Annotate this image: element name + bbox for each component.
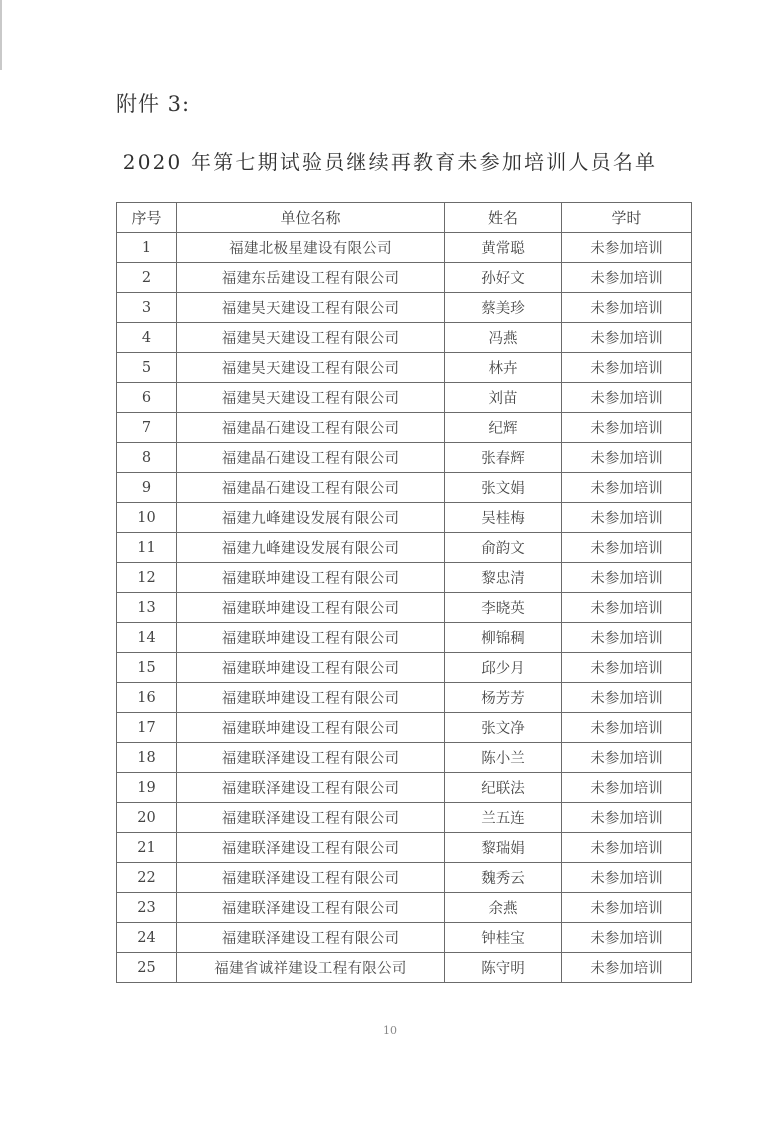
row-name: 邱少月 — [445, 653, 562, 683]
table-row — [117, 863, 692, 893]
table-row — [117, 353, 692, 383]
table-row — [117, 653, 692, 683]
row-name: 孙好文 — [445, 263, 562, 293]
row-seq: 19 — [117, 773, 177, 803]
header-seq: 序号 — [117, 203, 177, 233]
row-hours: 未参加培训 — [562, 323, 692, 353]
row-seq: 25 — [117, 953, 177, 983]
row-unit: 福建联泽建设工程有限公司 — [177, 773, 445, 803]
row-seq: 22 — [117, 863, 177, 893]
row-seq: 20 — [117, 803, 177, 833]
table-row — [117, 893, 692, 923]
row-name: 张文净 — [445, 713, 562, 743]
row-seq: 9 — [117, 473, 177, 503]
row-seq: 12 — [117, 563, 177, 593]
row-seq: 2 — [117, 263, 177, 293]
row-seq: 1 — [117, 233, 177, 263]
row-name: 俞韵文 — [445, 533, 562, 563]
row-name: 柳锦稠 — [445, 623, 562, 653]
row-seq: 21 — [117, 833, 177, 863]
row-hours: 未参加培训 — [562, 713, 692, 743]
row-seq: 4 — [117, 323, 177, 353]
row-hours: 未参加培训 — [562, 503, 692, 533]
row-hours: 未参加培训 — [562, 263, 692, 293]
row-name: 纪辉 — [445, 413, 562, 443]
row-unit: 福建东岳建设工程有限公司 — [177, 263, 445, 293]
row-seq: 23 — [117, 893, 177, 923]
table-row — [117, 623, 692, 653]
row-unit: 福建昊天建设工程有限公司 — [177, 383, 445, 413]
row-name: 钟桂宝 — [445, 923, 562, 953]
row-seq: 17 — [117, 713, 177, 743]
row-unit: 福建晶石建设工程有限公司 — [177, 473, 445, 503]
row-hours: 未参加培训 — [562, 593, 692, 623]
row-hours: 未参加培训 — [562, 653, 692, 683]
row-name: 林卉 — [445, 353, 562, 383]
row-hours: 未参加培训 — [562, 773, 692, 803]
row-name: 蔡美珍 — [445, 293, 562, 323]
row-unit: 福建联坤建设工程有限公司 — [177, 593, 445, 623]
row-name: 兰五连 — [445, 803, 562, 833]
header-name: 姓名 — [445, 203, 562, 233]
table-row — [117, 593, 692, 623]
row-unit: 福建联泽建设工程有限公司 — [177, 833, 445, 863]
row-hours: 未参加培训 — [562, 563, 692, 593]
row-unit: 福建九峰建设发展有限公司 — [177, 533, 445, 563]
table-row — [117, 503, 692, 533]
row-hours: 未参加培训 — [562, 893, 692, 923]
row-hours: 未参加培训 — [562, 803, 692, 833]
row-seq: 16 — [117, 683, 177, 713]
row-unit: 福建联泽建设工程有限公司 — [177, 923, 445, 953]
row-name: 余燕 — [445, 893, 562, 923]
row-name: 张春辉 — [445, 443, 562, 473]
page-number: 10 — [383, 1024, 397, 1037]
row-name: 张文娟 — [445, 473, 562, 503]
table-row — [117, 773, 692, 803]
row-hours: 未参加培训 — [562, 623, 692, 653]
table-row — [117, 683, 692, 713]
table-row — [117, 473, 692, 503]
header-hours: 学时 — [562, 203, 692, 233]
row-unit: 福建晶石建设工程有限公司 — [177, 413, 445, 443]
row-name: 杨芳芳 — [445, 683, 562, 713]
row-seq: 10 — [117, 503, 177, 533]
row-unit: 福建九峰建设发展有限公司 — [177, 503, 445, 533]
row-unit: 福建联坤建设工程有限公司 — [177, 683, 445, 713]
row-seq: 13 — [117, 593, 177, 623]
table-header-row — [117, 203, 692, 233]
scan-edge-mark — [0, 0, 2, 70]
row-hours: 未参加培训 — [562, 863, 692, 893]
row-name: 吴桂梅 — [445, 503, 562, 533]
row-name: 魏秀云 — [445, 863, 562, 893]
table-row — [117, 263, 692, 293]
row-unit: 福建晶石建设工程有限公司 — [177, 443, 445, 473]
header-unit: 单位名称 — [177, 203, 445, 233]
row-seq: 7 — [117, 413, 177, 443]
row-unit: 福建联坤建设工程有限公司 — [177, 623, 445, 653]
table-row — [117, 803, 692, 833]
table-row — [117, 563, 692, 593]
table-row — [117, 533, 692, 563]
row-unit: 福建昊天建设工程有限公司 — [177, 353, 445, 383]
row-unit: 福建昊天建设工程有限公司 — [177, 323, 445, 353]
row-seq: 18 — [117, 743, 177, 773]
row-seq: 24 — [117, 923, 177, 953]
table-row — [117, 233, 692, 263]
table-row — [117, 413, 692, 443]
row-hours: 未参加培训 — [562, 923, 692, 953]
row-name: 陈守明 — [445, 953, 562, 983]
row-name: 陈小兰 — [445, 743, 562, 773]
row-hours: 未参加培训 — [562, 413, 692, 443]
row-name: 纪联法 — [445, 773, 562, 803]
row-name: 冯燕 — [445, 323, 562, 353]
row-unit: 福建省诚祥建设工程有限公司 — [177, 953, 445, 983]
row-seq: 3 — [117, 293, 177, 323]
row-hours: 未参加培训 — [562, 743, 692, 773]
row-seq: 15 — [117, 653, 177, 683]
roster-table — [116, 202, 692, 983]
row-hours: 未参加培训 — [562, 293, 692, 323]
table-row — [117, 713, 692, 743]
row-unit: 福建联坤建设工程有限公司 — [177, 563, 445, 593]
row-unit: 福建联泽建设工程有限公司 — [177, 743, 445, 773]
row-hours: 未参加培训 — [562, 353, 692, 383]
row-name: 黎瑞娟 — [445, 833, 562, 863]
table-row — [117, 833, 692, 863]
row-seq: 6 — [117, 383, 177, 413]
row-hours: 未参加培训 — [562, 833, 692, 863]
table-row — [117, 743, 692, 773]
row-seq: 8 — [117, 443, 177, 473]
row-hours: 未参加培训 — [562, 383, 692, 413]
row-unit: 福建联泽建设工程有限公司 — [177, 863, 445, 893]
table-row — [117, 953, 692, 983]
row-name: 黄常聪 — [445, 233, 562, 263]
attachment-label: 附件 3: — [116, 92, 191, 116]
row-name: 李晓英 — [445, 593, 562, 623]
row-hours: 未参加培训 — [562, 683, 692, 713]
table-row — [117, 383, 692, 413]
table-row — [117, 923, 692, 953]
row-name: 刘苗 — [445, 383, 562, 413]
row-unit: 福建联坤建设工程有限公司 — [177, 653, 445, 683]
roster-body — [117, 233, 692, 983]
row-hours: 未参加培训 — [562, 443, 692, 473]
row-unit: 福建昊天建设工程有限公司 — [177, 293, 445, 323]
row-unit: 福建联泽建设工程有限公司 — [177, 893, 445, 923]
row-unit: 福建北极星建设有限公司 — [177, 233, 445, 263]
table-row — [117, 323, 692, 353]
row-hours: 未参加培训 — [562, 473, 692, 503]
row-hours: 未参加培训 — [562, 533, 692, 563]
row-unit: 福建联坤建设工程有限公司 — [177, 713, 445, 743]
row-name: 黎忠清 — [445, 563, 562, 593]
row-seq: 14 — [117, 623, 177, 653]
row-seq: 5 — [117, 353, 177, 383]
table-row — [117, 443, 692, 473]
row-unit: 福建联泽建设工程有限公司 — [177, 803, 445, 833]
document-title: 2020 年第七期试验员继续再教育未参加培训人员名单 — [122, 150, 658, 174]
row-hours: 未参加培训 — [562, 953, 692, 983]
row-seq: 11 — [117, 533, 177, 563]
row-hours: 未参加培训 — [562, 233, 692, 263]
table-row — [117, 293, 692, 323]
